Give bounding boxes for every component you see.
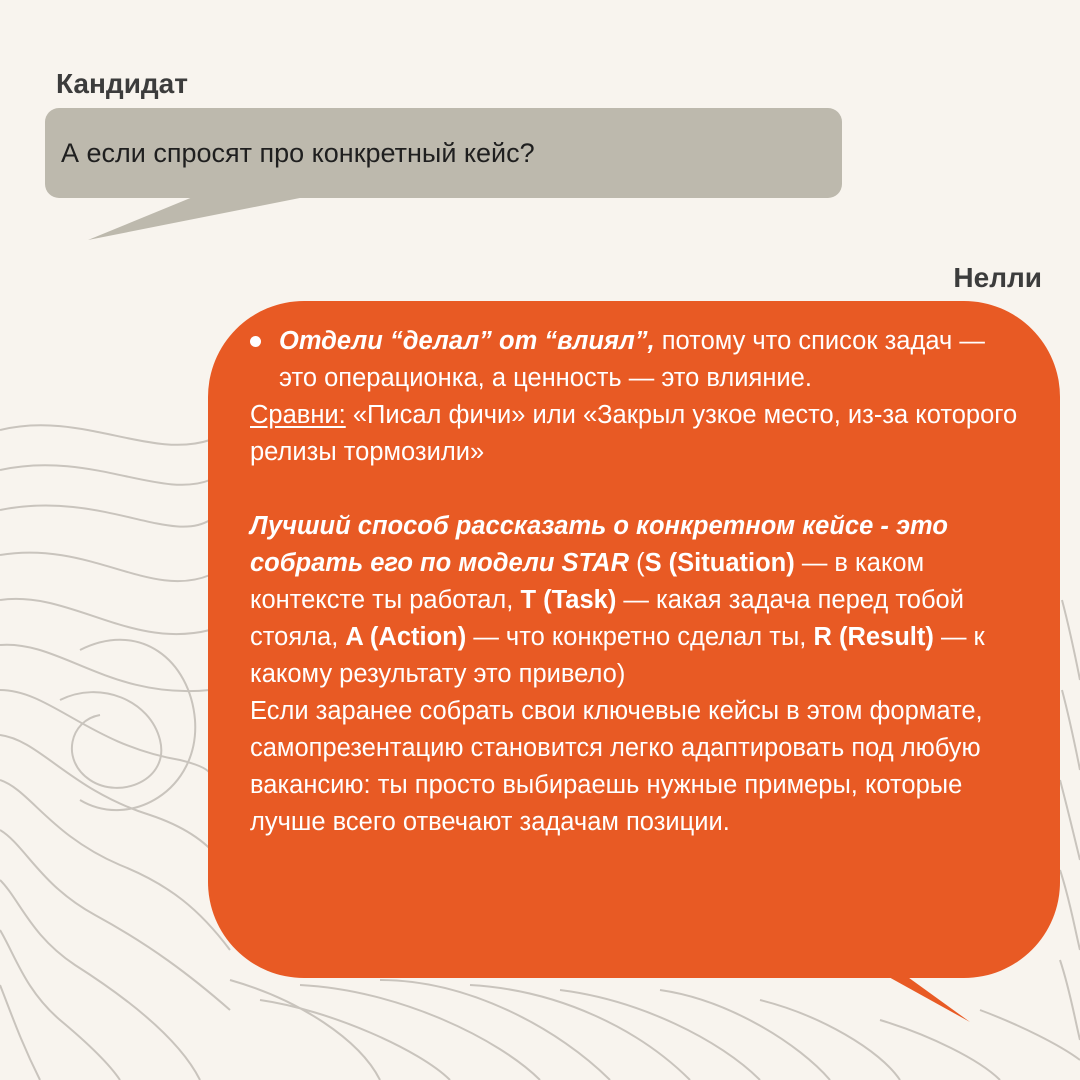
nelli-message-bubble xyxy=(208,301,1060,978)
star-a-text: — что конкретно сделал ты, xyxy=(466,623,814,651)
star-s-label: S (Situation) xyxy=(644,549,795,577)
star-r-text: — к какому результату это привело) xyxy=(250,623,985,688)
star-t-text: — какая задача перед тобой стояла, xyxy=(250,586,964,651)
compare-paragraph xyxy=(250,397,1020,471)
star-a-label: A (Action) xyxy=(345,623,467,651)
paragraph-gap xyxy=(250,471,1020,508)
bullet-body-text: потому что список задач — это операционка, а ценность — это влияние. xyxy=(279,327,985,392)
star-s-text: — в каком контексте ты работал, xyxy=(250,549,925,614)
bullet-item xyxy=(250,323,1020,397)
star-intro: Лучший способ рассказать о конкретном кейсе - это собрать его по модели STAR xyxy=(250,512,948,577)
candidate-message-text: А если спросят про конкретный кейс? xyxy=(61,137,535,168)
star-r-label: R (Result) xyxy=(813,623,934,651)
speaker-name-candidate: Кандидат xyxy=(56,68,188,99)
closing-paragraph: Если заранее собрать свои ключевые кейсы в этом формате, самопрезентацию становится легко адаптировать под любую вакансию: ты просто выбираешь нужные примеры, которые лучше всего отвечают задачам позиции. xyxy=(250,697,983,836)
compare-label: Сравни: xyxy=(250,401,346,429)
star-paragraph xyxy=(250,508,1020,693)
star-t-label: T (Task) xyxy=(520,586,617,614)
speaker-name-nelli: Нелли xyxy=(953,262,1042,293)
bullet-bold-text: Отдели “делал” от “влиял”, xyxy=(279,327,655,355)
star-open: ( xyxy=(629,549,645,577)
bullet-dot xyxy=(250,336,261,347)
compare-text: «Писал фичи» или «Закрыл узкое место, из-за которого релизы тормозили» xyxy=(250,401,1018,466)
candidate-message-bubble xyxy=(45,108,842,198)
bullet-text xyxy=(279,323,1020,397)
